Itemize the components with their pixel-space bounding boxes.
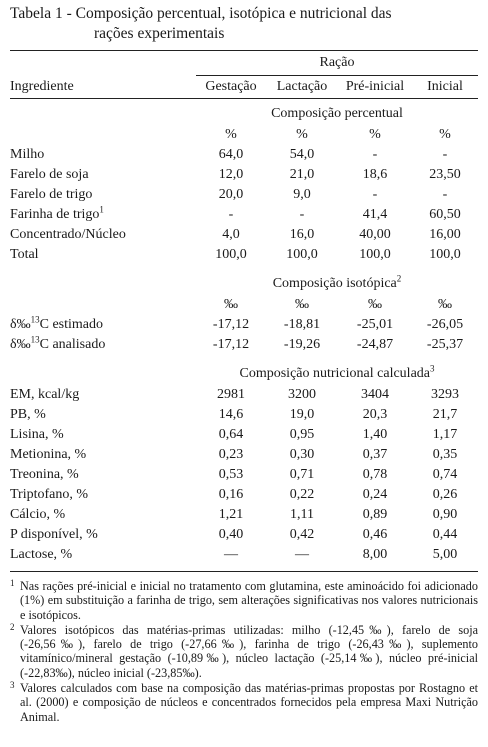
footnote-text: Nas rações pré-inicial e inicial no tratamento com glutamina, este aminoácido foi adicionado (1%) em substituição a farinha de trigo, sem alterações significativas nos valores nutricionais e isotópicos. (20, 579, 478, 622)
value-cell: 2981 (217, 387, 245, 402)
value-cell: 1,21 (218, 507, 244, 522)
column-header-row (10, 76, 478, 99)
table-row (10, 225, 478, 245)
row-label: δ‰$^{13}$C analisado (10, 334, 106, 352)
value-cell: 0,71 (289, 467, 315, 482)
bottom-rule (10, 571, 478, 572)
table-row (10, 165, 478, 185)
value-cell: 12,0 (218, 167, 244, 182)
value-cell: 0,44 (432, 527, 458, 542)
section-title-row (10, 265, 478, 295)
value-cell: 0,78 (362, 467, 388, 482)
row-label: Lactose, % (10, 547, 73, 562)
value-cell: -25,37 (426, 337, 464, 352)
value-cell: 64,0 (218, 147, 244, 162)
value-cell: 0,89 (362, 507, 388, 522)
table-row (10, 145, 478, 165)
value-cell: 0,16 (218, 487, 244, 502)
unit-cell: % (225, 127, 237, 142)
ration-table (10, 51, 478, 98)
table-row (10, 445, 478, 465)
units-row (10, 125, 478, 145)
value-cell: 0,30 (289, 447, 315, 462)
value-cell: 40,00 (359, 227, 391, 242)
value-cell: 54,0 (289, 147, 315, 162)
row-label: Metionina, % (10, 447, 87, 462)
row-label: Total (10, 247, 39, 262)
row-label: Triptofano, % (10, 487, 89, 502)
value-cell: — (224, 547, 238, 562)
footnote-text: Valores calculados com base na composição das matérias-primas propostas por Rostagno et al. (2000) e composição de núcleos e concentrados fornecidos pela empresa Maxi Nutrição Animal. (20, 681, 478, 724)
table-row (10, 245, 478, 265)
value-cell: - (442, 187, 448, 202)
value-cell: - (372, 187, 378, 202)
value-cell: 16,00 (429, 227, 461, 242)
value-cell: -18,81 (283, 317, 321, 332)
value-cell: 0,22 (289, 487, 315, 502)
value-cell: 8,00 (362, 547, 388, 562)
row-label: Farelo de trigo (10, 187, 93, 202)
footnote (10, 579, 478, 622)
ingrediente-header: Ingrediente (10, 78, 74, 94)
unit-cell: % (369, 127, 381, 142)
value-cell: - (442, 147, 448, 162)
row-label: Farinha de trigo$^1$ (10, 204, 104, 222)
value-cell: 0,24 (362, 487, 388, 502)
unit-cell: ‰ (368, 297, 382, 312)
value-cell: -25,01 (356, 317, 394, 332)
footnotes (10, 579, 478, 724)
value-cell: 0,23 (218, 447, 244, 462)
racao-header-row (10, 51, 478, 76)
value-cell: 100,0 (286, 247, 318, 262)
table-row (10, 205, 478, 225)
row-label: Concentrado/Núcleo (10, 227, 126, 242)
row-label: Milho (10, 147, 45, 162)
value-cell: 60,50 (429, 207, 461, 222)
table-row (10, 505, 478, 525)
value-cell: 4,0 (222, 227, 240, 242)
table-row (10, 405, 478, 425)
value-cell: 0,95 (289, 427, 315, 442)
racao-header: Ração (319, 55, 355, 70)
value-cell: - (372, 147, 378, 162)
value-cell: -19,26 (283, 337, 321, 352)
value-cell: 100,0 (429, 247, 461, 262)
table-row (10, 185, 478, 205)
section-title: Composição nutricional calculada$^3$ (239, 363, 435, 381)
footnote (10, 681, 478, 724)
section-title: Composição percentual (271, 106, 403, 121)
row-label: Lisina, % (10, 427, 64, 442)
table-row (10, 385, 478, 405)
table-row (10, 485, 478, 505)
col-header-lactacao: Lactação (266, 76, 338, 99)
unit-cell: % (439, 127, 451, 142)
units-row (10, 295, 478, 315)
value-cell: 0,35 (432, 447, 458, 462)
row-label: Farelo de soja (10, 167, 89, 182)
value-cell: 0,90 (432, 507, 458, 522)
value-cell: -24,87 (356, 337, 394, 352)
value-cell: 21,0 (289, 167, 315, 182)
unit-cell: ‰ (224, 297, 238, 312)
value-cell: -17,12 (212, 337, 250, 352)
value-cell: 1,11 (290, 507, 314, 522)
value-cell: 0,26 (432, 487, 458, 502)
value-cell: 9,0 (293, 187, 311, 202)
value-cell: 18,6 (362, 167, 388, 182)
row-label: PB, % (10, 407, 46, 422)
value-cell: -26,05 (426, 317, 464, 332)
col-header-gestacao: Gestação (196, 76, 266, 99)
ration-table-body (10, 99, 478, 565)
footnote-mark: 1 (10, 578, 15, 588)
value-cell: — (295, 547, 309, 562)
section-title-row (10, 355, 478, 385)
value-cell: 14,6 (218, 407, 244, 422)
table-row (10, 545, 478, 565)
unit-cell: ‰ (438, 297, 452, 312)
value-cell: 3200 (288, 387, 316, 402)
value-cell: 0,53 (218, 467, 244, 482)
table-title-line1: Tabela 1 - Composição percentual, isotópica e nutricional das (10, 5, 392, 22)
value-cell: 19,0 (289, 407, 315, 422)
value-cell: 100,0 (215, 247, 247, 262)
table-row (10, 525, 478, 545)
col-header-inicial: Inicial (412, 76, 478, 99)
value-cell: 21,7 (432, 407, 458, 422)
value-cell: 0,37 (362, 447, 388, 462)
value-cell: 0,64 (218, 427, 244, 442)
value-cell: 5,00 (432, 547, 458, 562)
value-cell: 3293 (431, 387, 459, 402)
row-label: P disponível, % (10, 527, 98, 542)
value-cell: - (228, 207, 234, 222)
table-row (10, 315, 478, 335)
value-cell: 20,3 (362, 407, 388, 422)
value-cell: -17,12 (212, 317, 250, 332)
value-cell: 0,40 (218, 527, 244, 542)
row-label: δ‰$^{13}$C estimado (10, 314, 103, 332)
value-cell: 16,0 (289, 227, 315, 242)
table-row (10, 335, 478, 355)
value-cell: 23,50 (429, 167, 461, 182)
footnote-text: Valores isotópicos das matérias-primas utilizadas: milho (-12,45‰), farelo de soja (-26,56‰), farelo de trigo (-27,66‰), farinha de trigo (-26,43‰), suplemento vitamínico/mineral gestação (-10,89‰), núcleo lactação (-25,14‰), núcleo pré-inicial (-22,83‰), núcleo inicial (-23,85‰). (20, 622, 478, 680)
table-title (10, 4, 478, 44)
section-title-row (10, 99, 478, 125)
col-header-pre-inicial: Pré-inicial (338, 76, 412, 99)
value-cell: 100,0 (359, 247, 391, 262)
value-cell: 0,74 (432, 467, 458, 482)
table-row (10, 465, 478, 485)
row-label: EM, kcal/kg (10, 387, 80, 402)
footnote-mark: 3 (10, 680, 15, 691)
unit-cell: % (296, 127, 308, 142)
row-label: Cálcio, % (10, 507, 66, 522)
unit-cell: ‰ (295, 297, 309, 312)
value-cell: 1,17 (432, 427, 458, 442)
value-cell: 1,40 (362, 427, 388, 442)
table-row (10, 425, 478, 445)
footnote (10, 623, 478, 680)
value-cell: 0,42 (289, 527, 315, 542)
value-cell: - (299, 207, 305, 222)
section-title: Composição isotópica$^2$ (272, 273, 402, 291)
footnote-mark: 2 (10, 621, 15, 632)
value-cell: 20,0 (218, 187, 244, 202)
value-cell: 3404 (361, 387, 389, 402)
row-label: Treonina, % (10, 467, 79, 482)
table-title-line2: rações experimentais (94, 25, 225, 42)
value-cell: 41,4 (362, 207, 388, 222)
value-cell: 0,46 (362, 527, 388, 542)
